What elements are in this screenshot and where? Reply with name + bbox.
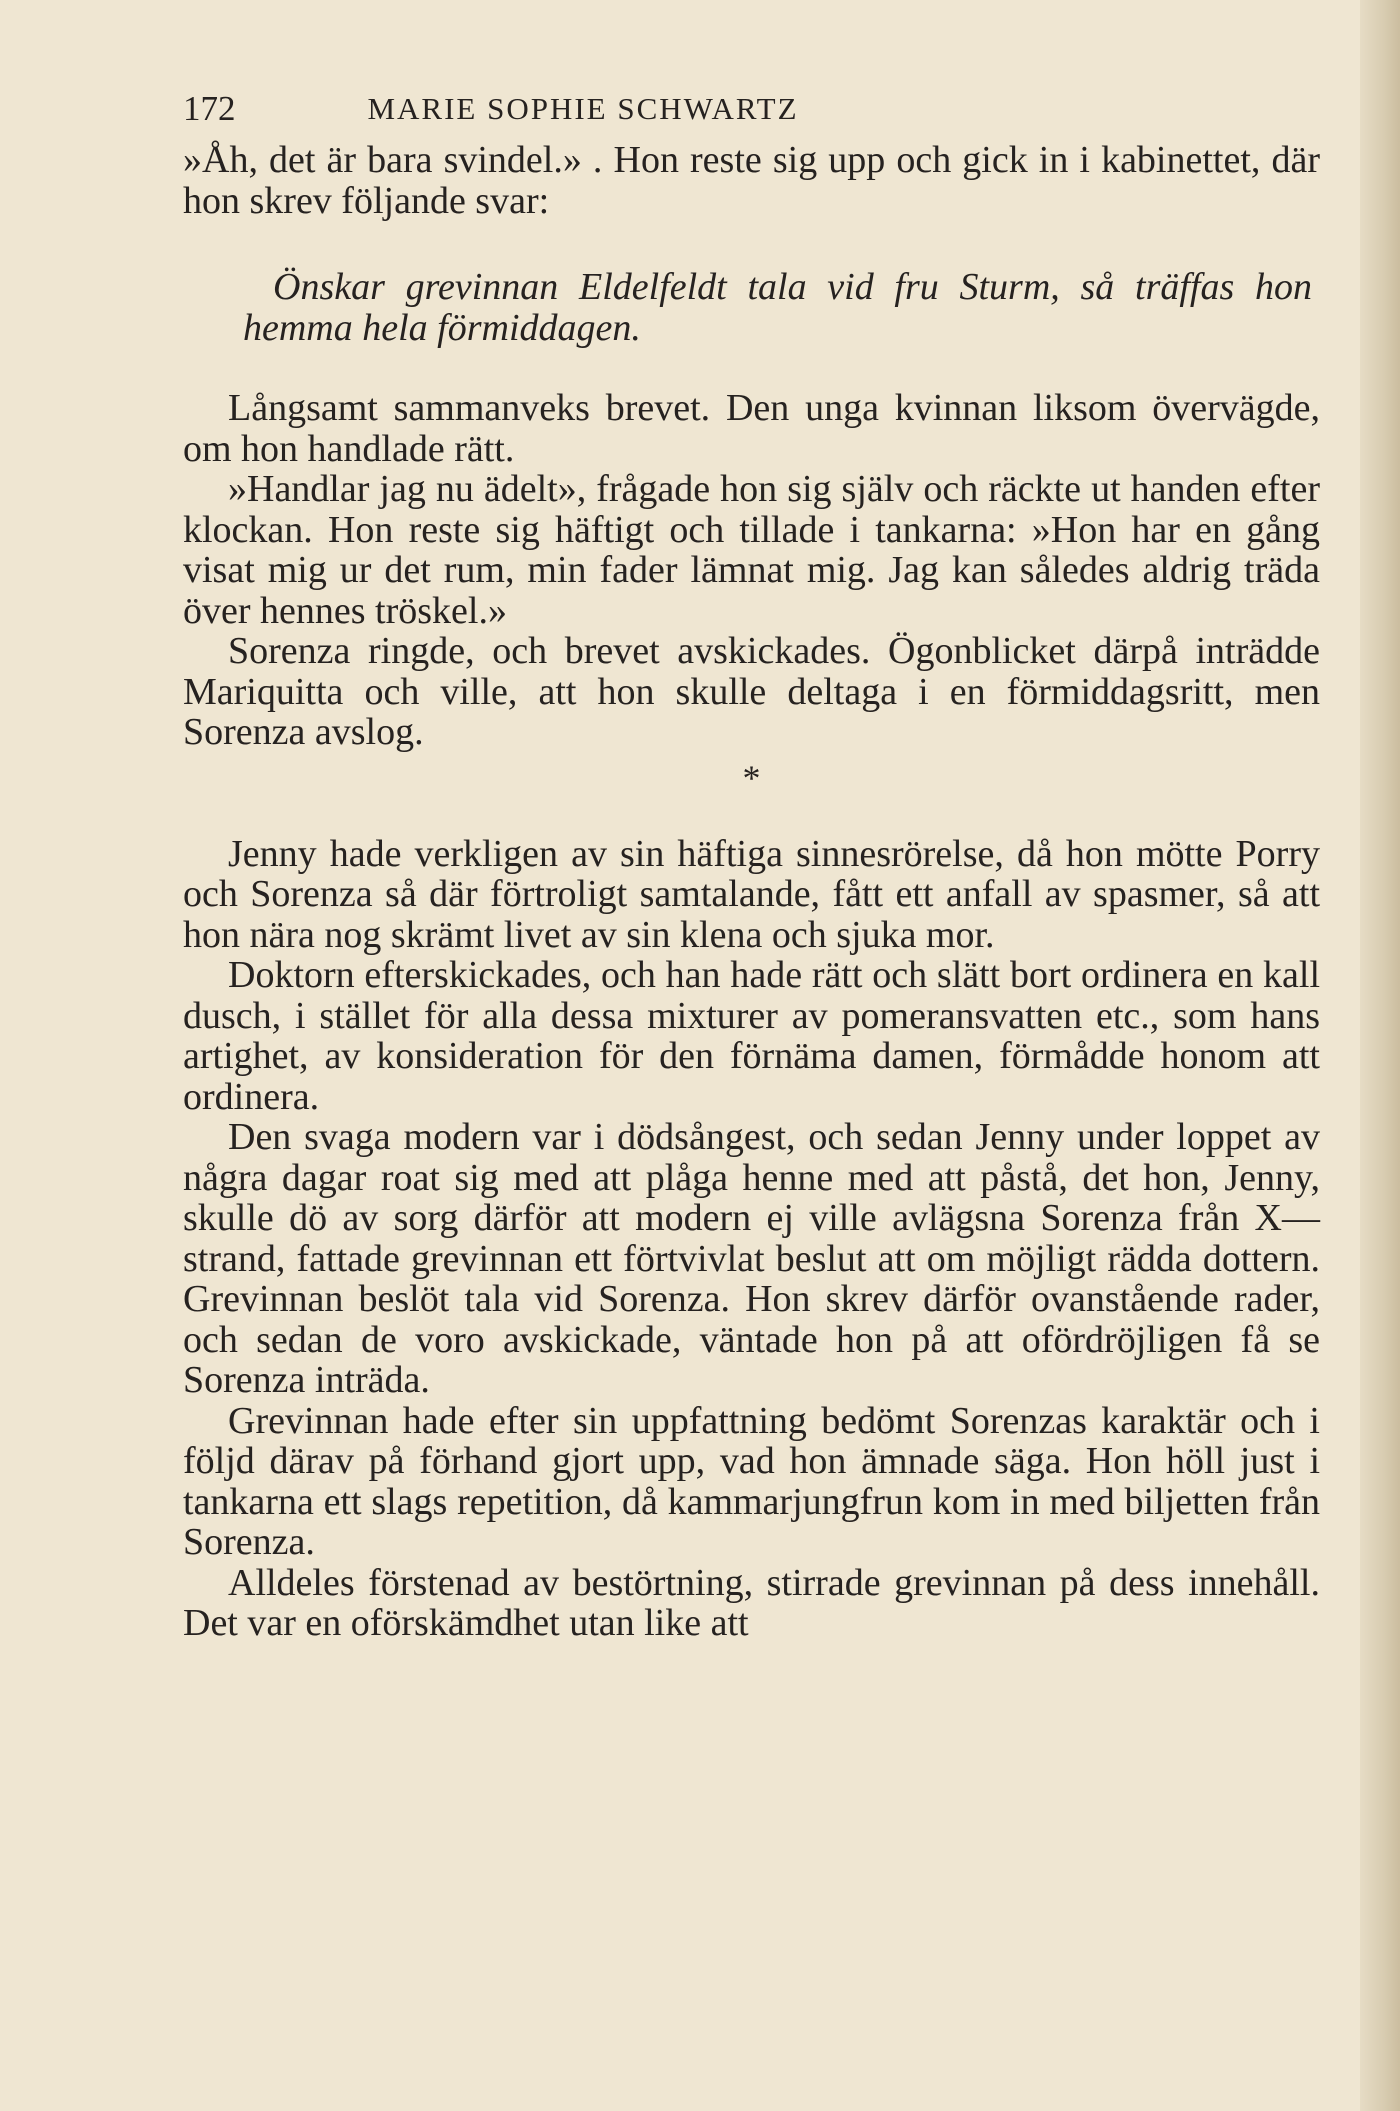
page-edge-shadow — [1360, 0, 1400, 2111]
paragraph-8: Grevinnan hade efter sin uppfattning bedömt Sorenzas karaktär och i följd därav på förhand gjort upp, vad hon ämnade säga. Hon höll just i tankarna ett slags repetition, då kammarjungfrun kom in med biljetten från Sorenza. — [183, 1399, 1320, 1563]
page-body — [183, 140, 1320, 1644]
paragraph-7: Den svaga modern var i dödsångest, och sedan Jenny under loppet av några dagar roat sig med att plåga henne med att påstå, det hon, Jenny, skulle dö av sorg därför att modern ej ville avlägsna Sorenza från X—strand, fattade grevinnan ett förtvivlat beslut att om möjligt rädda dottern. Grevinnan beslöt tala vid Sorenza. Hon skrev därför ovanstående rader, och sedan de voro avskickade, väntade hon på att ofördröjligen få se Sorenza inträda. — [183, 1116, 1320, 1401]
paragraph-6: Doktorn efterskickades, och han hade rätt och slätt bort ordinera en kall dusch, i stället för alla dessa mixturer av pomeransvatten etc., som hans artighet, av konsideration för den förnäma damen, förmådde honom att ordinera. — [183, 954, 1320, 1118]
section-break-asterism: * — [742, 757, 761, 798]
spacer — [183, 348, 1320, 388]
spacer — [183, 221, 1320, 267]
paragraph-9: Alldeles förstenad av bestörtning, stirrade grevinnan på dess innehåll. Det var en oförskämdhet utan like att — [183, 1561, 1320, 1644]
paragraph-5: Jenny hade verkligen av sin häftiga sinnesrörelse, då hon mötte Porry och Sorenza så där förtroligt samtalande, fått ett anfall av spasmer, så att hon nära nog skrämt livet av sin klena och sjuka mor. — [183, 832, 1320, 956]
running-head: MARIE SOPHIE SCHWARTZ — [367, 91, 799, 126]
page-header — [183, 84, 1333, 134]
paragraph-4: Sorenza ringde, och brevet avskickades. Ögonblicket därpå inträdde Mariquitta och ville, att hon skulle deltaga i en förmiddagsritt, men Sorenza avslog. — [183, 630, 1320, 753]
page-number: 172 — [183, 89, 236, 128]
paragraph-1: »Åh, det är bara svindel.» . Hon reste sig upp och gick in i kabinettet, där hon skrev följande svar: — [183, 139, 1320, 222]
letter-text: Önskar grevinnan Eldelfeldt tala vid fru Sturm, så träffas hon hemma hela förmiddagen. — [243, 266, 1312, 349]
paragraph-2: Långsamt sammanveks brevet. Den unga kvinnan liksom övervägde, om hon handlade rätt. — [183, 387, 1320, 470]
paragraph-3: »Handlar jag nu ädelt», frågade hon sig själv och räckte ut handen efter klockan. Hon reste sig häftigt och tillade i tankarna: »Hon har en gång visat mig ur det rum, min fader lämnat mig. Jag kan således aldrig träda över hennes tröskel.» — [183, 468, 1320, 632]
quoted-letter — [183, 267, 1320, 348]
